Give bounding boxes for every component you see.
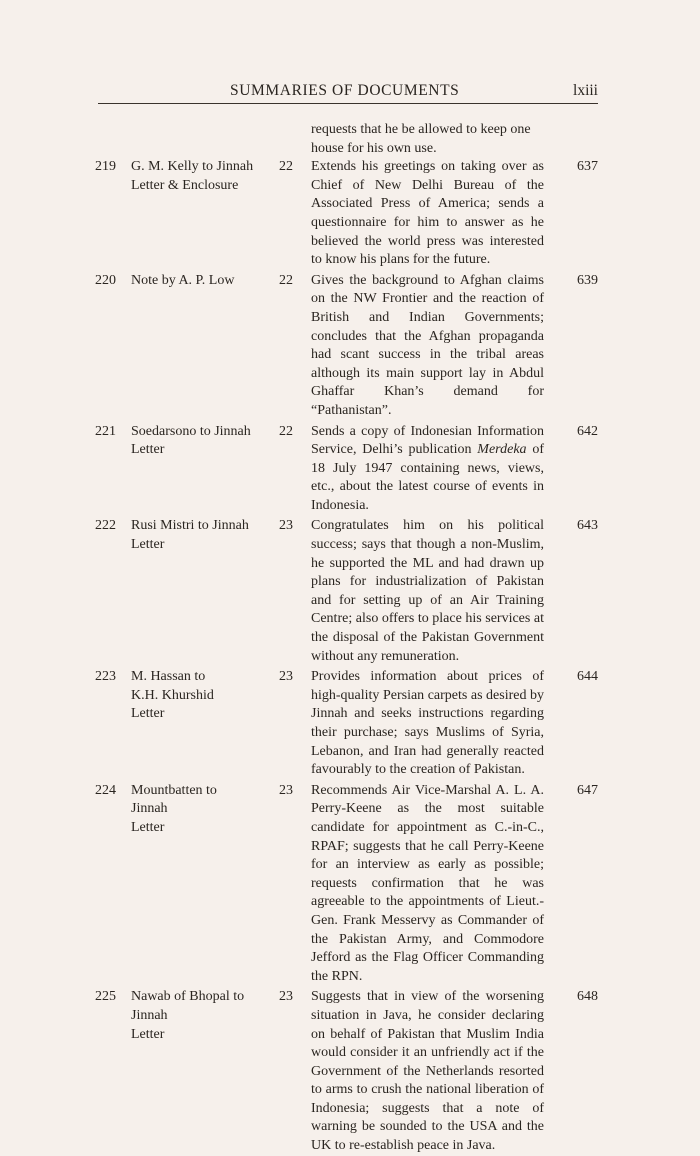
entry-title-line: Letter [131,1026,165,1042]
entry-summary: Provides information about prices of high-quality Persian carpets as desired by Jinnah and seeks instructions regarding their purchase; says Muslims of Syria, Lebanon, and Iran had generally reacted favourably to the creation of Pakistan. [311,669,544,778]
entry-summary-text: Sends a copy of Indonesian Information Service, Delhi’s publication [311,423,544,458]
entry-title [131,988,256,1044]
entry-date: 23 [279,782,293,798]
entry-number: 225 [95,989,116,1005]
entry-number: 222 [95,518,116,534]
entry-summary: Suggests that in view of the worsening situation in Java, he consider declaring on behalf of Pakistan that Muslim India would consider it an unfriendly act if the Government of the Netherlands resorted to arms to crush the national liberation of Indonesia; suggests that a note of warning be sounded to the USA and the UK to re-establish peace in Java. [311,989,544,1154]
entry-page: 647 [577,782,598,798]
entry-title-line: Nawab of Bhopal to [131,989,245,1005]
entry-number: 223 [95,669,116,685]
entry-title-line: Letter [131,537,165,553]
entry-title-line: Letter [131,442,165,458]
entry-225 [0,988,700,1155]
entry-223 [0,668,700,780]
entry-title-line: Letter [131,819,165,835]
entry-page: 637 [577,159,598,175]
entry-page: 639 [577,272,598,288]
entry-title [131,423,256,460]
entry-page: 648 [577,989,598,1005]
entry-summary [311,423,544,516]
entry-summary: Extends his greetings on taking over as Chief of New Delhi Bureau of the Associated Press of America; sends a questionnaire for him to answer as he believed the world press was interested to know his plans for the future. [311,159,544,268]
entry-title-line: Mountbatten to [131,782,217,798]
entry-219 [0,158,700,270]
entry-title [131,668,256,724]
entry-title-line: Letter [131,706,165,722]
entry-number: 221 [95,423,116,439]
entry-title-line: G. M. Kelly to Jinnah [131,159,254,175]
entry-date: 22 [279,159,293,175]
entry-title-line: Letter & Enclosure [131,177,239,193]
entry-224 [0,782,700,987]
entry-title-line: K.H. Khurshid [131,687,214,703]
entry-page: 643 [577,518,598,534]
entry-221 [0,423,700,516]
continued-entry [0,121,700,158]
entry-summary-text: of 18 July 1947 containing news, views, etc., about the latest course of events in Indonesia. [311,442,544,513]
entry-page: 644 [577,669,598,685]
entry-title [131,158,256,195]
entry-date: 22 [279,272,293,288]
entry-date: 23 [279,669,293,685]
entry-title-line: Soedarsono to Jinnah [131,423,251,439]
entry-date: 23 [279,518,293,534]
entry-title-line: Jinnah [131,801,168,817]
entry-222 [0,517,700,666]
entry-title [131,272,256,291]
header-rule [98,103,598,104]
entry-title-line: Jinnah [131,1007,168,1023]
entry-summary: requests that he be allowed to keep one house for his own use. [311,122,531,156]
entry-220 [0,272,700,421]
entry-date: 23 [279,989,293,1005]
entry-date: 22 [279,423,293,439]
entry-number: 224 [95,782,116,798]
entry-title [131,517,256,554]
running-header [98,82,598,104]
entry-summary: Gives the background to Afghan claims on the NW Frontier and the reaction of British and Indian Governments; concludes that the Afghan propaganda had scant success in the tribal areas although its main support lay in Abdul Ghaffar Khan’s demand for “Pathanistan”. [311,272,544,418]
entry-number: 220 [95,272,116,288]
entry-title-line: M. Hassan to [131,669,206,685]
entry-title-line: Note by A. P. Low [131,272,235,288]
entry-summary: Congratulates him on his political success; says that though a non-Muslim, he supported the ML and had drawn up plans for industrialization of Pakistan and for setting up of an Air Training Centre; also offers to place his services at the disposal of the Pakistan Government without any remuneration. [311,518,544,664]
entry-page: 642 [577,423,598,439]
entry-title [131,782,256,838]
document-summaries-list [0,121,700,1156]
entry-number: 219 [95,159,116,175]
running-title: SUMMARIES OF DOCUMENTS [230,82,460,99]
publication-title: Merdeka [477,442,527,458]
page-number: lxiii [573,82,598,99]
entry-summary: Recommends Air Vice-Marshal A. L. A. Perry-Keene as the most suitable candidate for appointment as C.-in-C., RPAF; suggests that he call Perry-Keene for an interview as early as possible; requests confirmation that he was agreeable to the appointments of Lieut.-Gen. Frank Messervy as Commander of the Pakistan Army, and Commodore Jefford as the Flag Officer Commanding the RPN. [311,782,544,984]
entry-title-line: Rusi Mistri to Jinnah [131,518,249,534]
